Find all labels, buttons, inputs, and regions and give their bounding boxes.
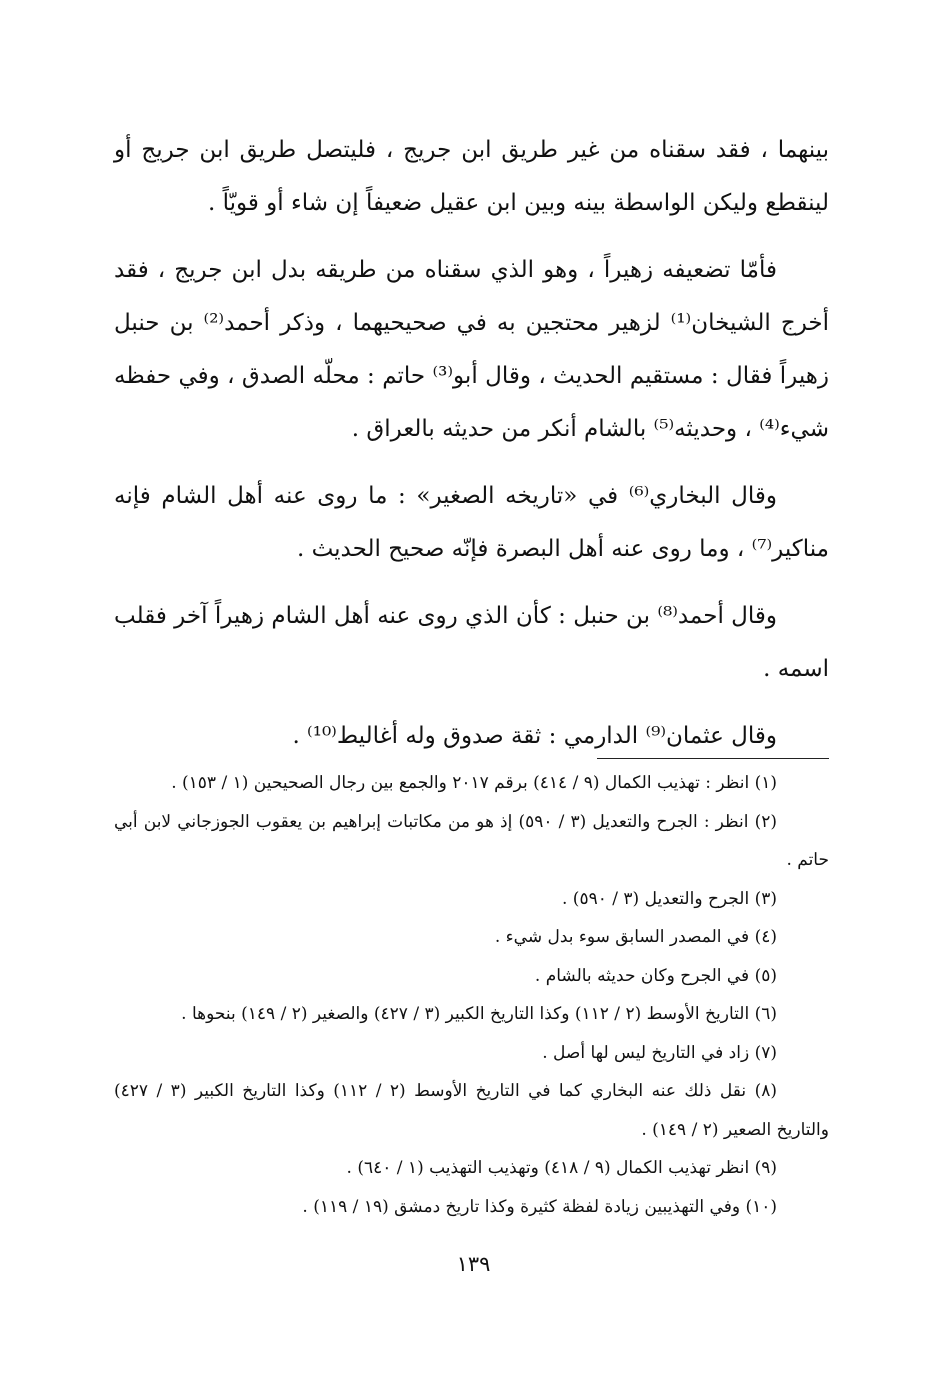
footnote-3: (٣) الجرح والتعديل (٣ / ٥٩٠) . xyxy=(561,888,777,909)
footnote-4: (٤) في المصدر السابق سوء بدل شيء . xyxy=(494,927,777,947)
page-number: ١٣٩ xyxy=(456,1252,491,1276)
footnote-6: (٦) التاريخ الأوسط (٢ / ١١٢) وكذا التاريخ الكبير (٣ / ٤٢٧) والصغير (٢ / ١٤٩) بنحوها . xyxy=(181,1004,777,1024)
footnote-divider xyxy=(597,758,829,759)
paragraph-4: وقال أحمد⁽⁸⁾ بن حنبل : كأن الذي روى عنه أهل الشام زهيراً آخر فقلب اسمه . xyxy=(114,603,829,682)
footnote-5: (٥) في الجرح وكان حديثه بالشام . xyxy=(534,965,777,986)
footnotes xyxy=(114,764,829,1226)
paragraph-2: فأمّا تضعيفه زهيراً ، وهو الذي سقناه من طريقه بدل ابن جريج ، فقد أخرج الشيخان⁽¹⁾ لزهير محتجين به في صحيحيهما ، وذكر أحمد⁽²⁾ بن حنبل زهيراً فقال : مستقيم الحديث ، وقال أبو⁽³⁾ حاتم : محلّه الصدق ، وفي حفظه شيء⁽⁴⁾ ، وحديثه⁽⁵⁾ بالشام أنكر من حديثه بالعراق . xyxy=(114,257,829,442)
paragraph-5: وقال عثمان⁽⁹⁾ الدارمي : ثقة صدوق وله أغاليط⁽¹⁰⁾ . xyxy=(292,723,777,749)
main-text xyxy=(114,124,829,777)
footnote-8: (٨) نقل ذلك عنه البخاري كما في التاريخ الأوسط (٢ / ١١٢) وكذا التاريخ الكبير (٣ / ٤٢٧) والتاريخ الصعير (٢ / ١٤٩) . xyxy=(114,1081,829,1140)
paragraph-1: بينهما ، فقد سقناه من غير طريق ابن جريج ، فليتصل طريق ابن جريج أو لينقطع وليكن الواسطة بينه وبين ابن عقيل ضعيفاً إن شاء أو قويّاً . xyxy=(114,137,829,216)
paragraph-3: وقال البخاري⁽⁶⁾ في «تاريخه الصغير» : ما روى عنه أهل الشام فإنه مناكير⁽⁷⁾ ، وما روى عنه أهل البصرة فإنّه صحيح الحديث . xyxy=(114,483,829,562)
footnote-1: (١) انظر : تهذيب الكمال (٩ / ٤١٤) برقم ٢٠١٧ والجمع بين رجال الصحيحين (١ / ١٥٣) . xyxy=(171,773,777,793)
footnote-2: (٢) انظر : الجرح والتعديل (٣ / ٥٩٠) إذ هو من مكاتبات إبراهيم بن يعقوب الجوزجاني لابن أبي حاتم . xyxy=(114,811,829,870)
footnote-7: (٧) زاد في التاريخ ليس لها أصل . xyxy=(542,1042,777,1063)
footnote-9: (٩) انظر تهذيب الكمال (٩ / ٤١٨) وتهذيب التهذيب (١ / ٦٤٠) . xyxy=(346,1158,777,1178)
footnote-10: (١٠) وفي التهذيبين زيادة لفظة كثيرة وكذا تاريخ دمشق (١٩ / ١١٩) . xyxy=(302,1196,777,1217)
